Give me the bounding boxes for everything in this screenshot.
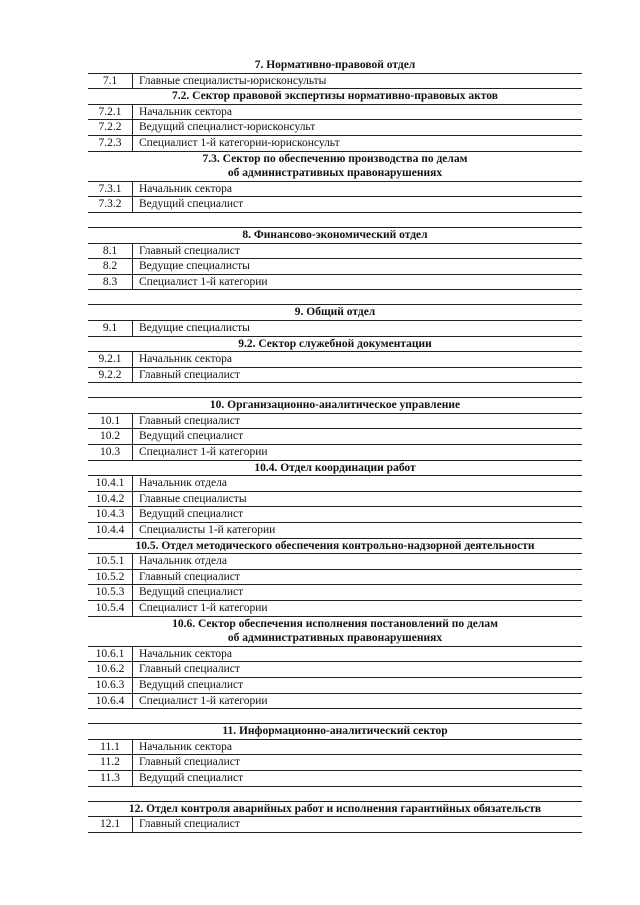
section-header: 9. Общий отдел (88, 305, 582, 321)
row-number: 9.2.1 (88, 352, 133, 367)
table-row (88, 105, 582, 121)
table-row (88, 570, 582, 586)
row-number: 7.1 (88, 74, 133, 89)
row-number: 9.2.2 (88, 368, 133, 383)
position-title: Начальник сектора (139, 647, 232, 660)
section-header: 7. Нормативно-правовой отдел (88, 58, 582, 74)
row-number: 10.6.2 (88, 662, 133, 677)
row-number: 7.3.2 (88, 197, 133, 212)
table-row (88, 771, 582, 787)
table-row (88, 694, 582, 710)
section-header: 10.4. Отдел координации работ (88, 461, 582, 477)
blank-row (88, 213, 582, 228)
position-title: Ведущий специалист (139, 586, 244, 599)
section-header-line: 10.6. Сектор обеспечения исполнения постановлений по делам (172, 617, 498, 630)
position-title: Главный специалист (139, 570, 240, 583)
table-row (88, 492, 582, 508)
blank-row (88, 787, 582, 802)
position-title: Специалист 1-й категории (139, 694, 268, 707)
table-row (88, 321, 582, 337)
section-header: 7.2. Сектор правовой экспертизы нормативно-правовых актов (88, 89, 582, 105)
row-number: 10.5.2 (88, 570, 133, 585)
position-title: Ведущий специалист (139, 678, 244, 691)
position-title: Главный специалист (139, 818, 240, 831)
position-title: Ведущие специалисты (139, 260, 250, 273)
row-number: 10.6.1 (88, 647, 133, 662)
table-row (88, 678, 582, 694)
position-title: Главный специалист (139, 414, 240, 427)
table-row (88, 259, 582, 275)
position-title: Начальник отдела (139, 555, 227, 568)
section-header-line: об административных правонарушениях (227, 167, 443, 180)
table-row (88, 197, 582, 213)
position-title: Начальник сектора (139, 740, 232, 753)
row-number: 10.1 (88, 414, 133, 429)
row-number: 11.1 (88, 740, 133, 755)
position-title: Специалист 1-й категории (139, 602, 268, 614)
table-row (88, 352, 582, 368)
row-number: 11.3 (88, 771, 133, 786)
table-row (88, 74, 582, 90)
table-row (88, 585, 582, 601)
table-row (88, 755, 582, 771)
row-number: 7.3.1 (88, 182, 133, 197)
table-row (88, 740, 582, 756)
blank-row (88, 290, 582, 305)
row-number: 12.1 (88, 817, 133, 832)
section-header: 8. Финансово-экономический отдел (88, 228, 582, 244)
table-row (88, 647, 582, 663)
table-row (88, 120, 582, 136)
blank-row (88, 383, 582, 398)
section-header (88, 152, 582, 182)
row-number: 7.2.2 (88, 120, 133, 135)
section-header: 10.5. Отдел методического обеспечения контрольно-надзорной деятельности (88, 539, 582, 555)
row-number: 10.5.4 (88, 601, 133, 616)
position-title: Начальник сектора (139, 182, 232, 195)
table-row (88, 368, 582, 384)
staff-table (88, 58, 582, 833)
row-number: 10.4.2 (88, 492, 133, 507)
blank-row (88, 709, 582, 724)
table-row (88, 476, 582, 492)
section-header: 9.2. Сектор служебной документации (88, 337, 582, 353)
table-row (88, 244, 582, 260)
table-row (88, 554, 582, 570)
position-title: Ведущий специалист (139, 198, 244, 211)
table-row (88, 136, 582, 152)
table-row (88, 182, 582, 198)
position-title: Главные специалисты-юрисконсульты (139, 74, 327, 87)
position-title: Ведущий специалист (139, 771, 244, 784)
position-title: Начальник сектора (139, 105, 232, 118)
position-title: Главный специалист (139, 368, 240, 381)
section-header (88, 617, 582, 647)
row-number: 10.5.3 (88, 585, 133, 600)
position-title: Начальник отдела (139, 477, 227, 490)
section-header: 10. Организационно-аналитическое управление (88, 398, 582, 414)
position-title: Специалист 1-й категории (139, 275, 268, 288)
row-number: 10.4.4 (88, 523, 133, 538)
table-row (88, 601, 582, 617)
position-title: Специалист 1-й категории-юрисконсульт (139, 136, 340, 149)
row-number: 10.4.1 (88, 476, 133, 491)
position-title: Начальник сектора (139, 353, 232, 366)
position-title: Ведущие специалисты (139, 321, 250, 334)
row-number: 10.3 (88, 445, 133, 460)
table-row (88, 429, 582, 445)
position-title: Главные специалисты (139, 492, 247, 505)
section-header-line: об административных правонарушениях (227, 632, 443, 645)
row-number: 10.5.1 (88, 554, 133, 569)
position-title: Главный специалист (139, 663, 240, 676)
table-row (88, 662, 582, 678)
table-row (88, 523, 582, 539)
section-header: 12. Отдел контроля аварийных работ и исполнения гарантийных обязательств (88, 802, 582, 818)
position-title: Ведущий специалист (139, 430, 244, 443)
table-row (88, 445, 582, 461)
section-header: 11. Информационно-аналитический сектор (88, 724, 582, 740)
row-number: 8.3 (88, 275, 133, 290)
position-title: Главный специалист (139, 756, 240, 769)
table-row (88, 507, 582, 523)
row-number: 10.6.4 (88, 694, 133, 709)
section-header-line: 7.3. Сектор по обеспечению производства по делам (202, 152, 468, 165)
row-number: 8.2 (88, 259, 133, 274)
table-row (88, 414, 582, 430)
position-title: Ведущий специалист (139, 508, 244, 521)
row-number: 10.2 (88, 429, 133, 444)
row-number: 7.2.3 (88, 136, 133, 151)
row-number: 9.1 (88, 321, 133, 336)
position-title: Ведущий специалист-юрисконсульт (139, 121, 316, 134)
row-number: 10.4.3 (88, 507, 133, 522)
position-title: Специалист 1-й категории (139, 446, 268, 459)
table-row (88, 275, 582, 291)
row-number: 11.2 (88, 755, 133, 770)
position-title: Главный специалист (139, 244, 240, 257)
row-number: 10.6.3 (88, 678, 133, 693)
table-row (88, 817, 582, 833)
row-number: 8.1 (88, 244, 133, 259)
row-number: 7.2.1 (88, 105, 133, 120)
position-title: Специалисты 1-й категории (139, 524, 276, 537)
